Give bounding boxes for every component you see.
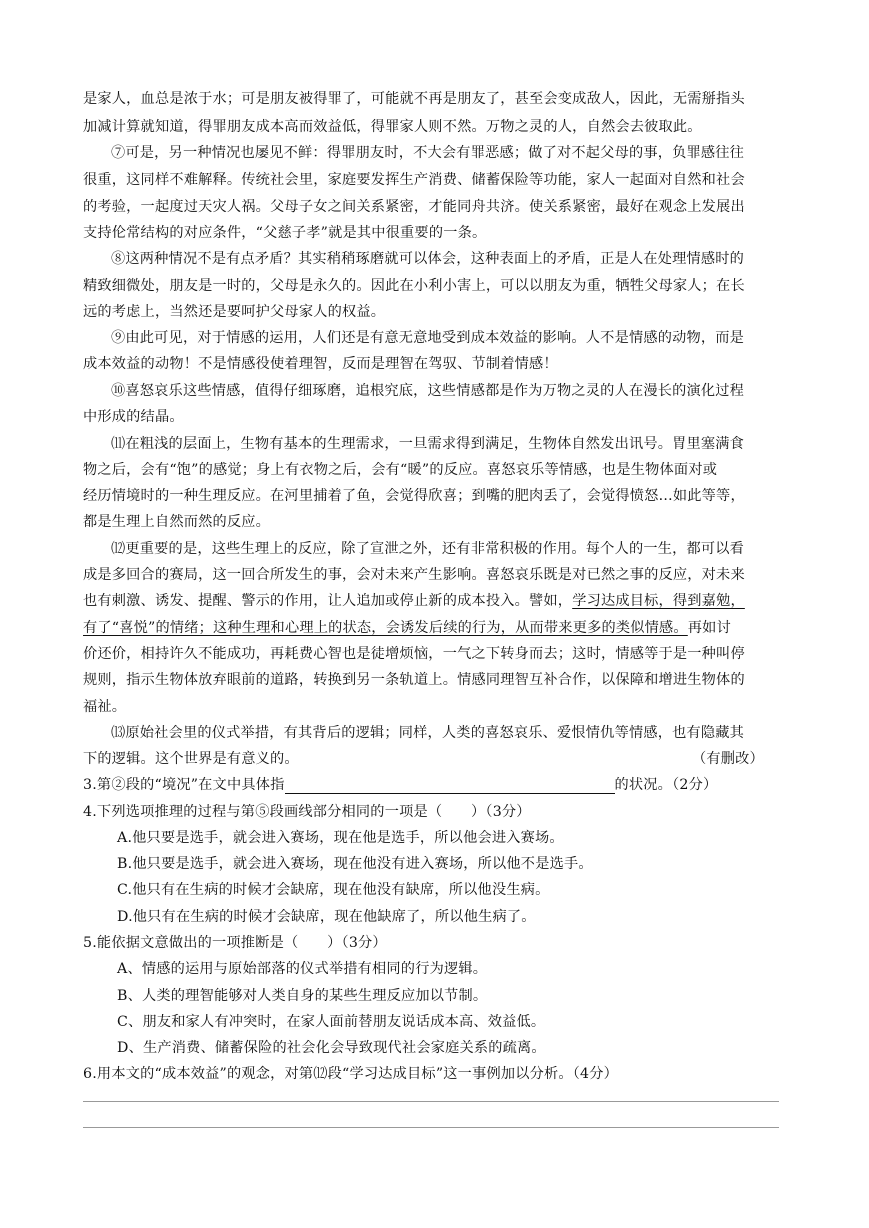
paragraph-12-line: 价还价，相持许久不能成功，再耗费心智也是徒增烦恼，一气之下转身而去；这时，情感等于是一种叫停: [83, 646, 745, 662]
question-4-stem: 4.下列选项推理的过程与第⑤段画线部分相同的一项是（ ）（3分）: [83, 804, 531, 820]
paragraph-10-line: 中形成的结晶。: [83, 409, 184, 425]
paragraph-7-line: 的考验，一起度过天灾人祸。父母子女之间关系紧密，才能同舟共济。使关系紧密，最好在观念上发展出: [83, 199, 745, 215]
text-line: 加减计算就知道，得罪朋友成本高而效益低，得罪家人则不然。万物之灵的人，自然会去彼取此。: [83, 119, 702, 135]
question-3-prefix: 3.第②段的“境况”在文中具体指: [83, 777, 285, 793]
paragraph-11-line: 都是生理上自然而然的反应。: [83, 514, 271, 530]
paragraph-11-line: 物之后，会有“饱”的感觉；身上有衣物之后，会有“暖”的反应。喜怒哀乐等情感，也是生物体面对或: [83, 462, 718, 478]
paragraph-8-line: 远的考虑上，当然还是要呵护父母家人的权益。: [83, 304, 386, 320]
edit-note: （有删改）: [692, 751, 764, 767]
question-6-stem: 6.用本文的“成本效益”的观念，对第⑿段“学习达成目标”这一事例加以分析。（4分）: [83, 1066, 619, 1082]
question-5-option-b[interactable]: B、人类的理智能够对人类自身的某些生理反应加以节制。: [117, 988, 488, 1004]
paragraph-7-line: ⑦可是，另一种情况也屡见不鲜：得罪朋友时，不大会有罪恶感；做了对不起父母的事，负罪感往往: [111, 145, 745, 161]
question-4-option-d[interactable]: D.他只有在生病的时候才会缺席，现在他缺席了，所以他生病了。: [117, 909, 536, 925]
paragraph-8-line: ⑧这两种情况不是有点矛盾？其实稍稍琢磨就可以体会，这种表面上的矛盾，正是人在处理情感时的: [111, 251, 745, 267]
paragraph-9-line: ⑨由此可见，对于情感的运用，人们还是有意无意地受到成本效益的影响。人不是情感的动物，而是: [111, 330, 745, 346]
paragraph-9-line: 成本效益的动物！不是情感役使着理智，反而是理智在驾驭、节制着情感！: [83, 356, 558, 372]
question-5-option-d[interactable]: D、生产消费、储蓄保险的社会化会导致现代社会家庭关系的疏离。: [117, 1040, 546, 1056]
paragraph-10-line: ⑩喜怒哀乐这些情感，值得仔细琢磨，追根究底，这些情感都是作为万物之灵的人在漫长的演化过程: [111, 383, 745, 399]
paragraph-12-line: [83, 590, 745, 610]
question-4-option-c[interactable]: C.他只有在生病的时候才会缺席，现在他没有缺席，所以他没生病。: [117, 882, 550, 898]
text-line: 是家人，血总是浓于水；可是朋友被得罪了，可能就不再是朋友了，甚至会变成敌人，因此，无需掰指头: [83, 91, 745, 107]
underlined-text: 有了“喜悦”的情绪；这种生理和心理上的状态，会诱发后续的行为，从而带来更多的类似情感。: [83, 620, 688, 636]
answer-line[interactable]: [83, 1101, 779, 1102]
paragraph-11-line: ⑾在粗浅的层面上，生物有基本的生理需求，一旦需求得到满足，生物体自然发出讯号。胃里塞满食: [111, 436, 745, 452]
question-4-option-a[interactable]: A.他只要是选手，就会进入赛场，现在他是选手，所以他会进入赛场。: [117, 830, 564, 846]
underlined-text: 学习达成目标，得到嘉勉，: [572, 593, 745, 609]
question-5-option-c[interactable]: C、朋友和家人有冲突时，在家人面前替朋友说话成本高、效益低。: [117, 1014, 546, 1030]
paragraph-12-line: ⑿更重要的是，这些生理上的反应，除了宣泄之外，还有非常积极的作用。每个人的一生，都可以看: [111, 541, 745, 557]
paragraph-7-line: 支持伦常结构的对应条件，“父慈子孝”就是其中很重要的一条。: [83, 225, 487, 241]
paragraph-12-line: 规则，指示生物体放弃眼前的道路，转换到另一条轨道上。情感同理智互补合作，以保障和增进生物体的: [83, 672, 745, 688]
question-3: [83, 774, 717, 794]
paragraph-13-line: 下的逻辑。这个世界是有意义的。: [83, 751, 299, 767]
question-5-stem: 5.能依据文意做出的一项推断是（ ）（3分）: [83, 935, 387, 951]
plain-text: 也有刺激、诱发、提醒、警示的作用，让人追加或停止新的成本投入。譬如，: [83, 593, 573, 609]
paragraph-12-line: [83, 617, 731, 637]
paragraph-12-line: 福祉。: [83, 699, 127, 715]
question-3-answer-blank[interactable]: [285, 779, 615, 794]
paragraph-8-line: 精致细微处，朋友是一时的，父母是永久的。因此在小利小害上，可以以朋友为重，牺牲父母家人；在长: [83, 278, 745, 294]
question-5-option-a[interactable]: A、情感的运用与原始部落的仪式举措有相同的行为逻辑。: [117, 961, 488, 977]
paragraph-7-line: 很重，这同样不难解释。传统社会里，家庭要发挥生产消费、储蓄保险等功能，家人一起面对自然和社会: [83, 172, 745, 188]
question-4-option-b[interactable]: B.他只要是选手，就会进入赛场，现在他没有进入赛场，所以他不是选手。: [117, 856, 593, 872]
question-3-suffix: 的状况。（2分）: [614, 777, 718, 793]
answer-line[interactable]: [83, 1127, 779, 1128]
plain-text: 再如讨: [687, 620, 731, 636]
paragraph-11-line: 经历情境时的一种生理反应。在河里捕着了鱼，会觉得欣喜；到嘴的肥肉丢了，会觉得愤怒…如此等等，: [83, 488, 745, 504]
paragraph-12-line: 成是多回合的赛局，这一回合所发生的事，会对未来产生影响。喜怒哀乐既是对已然之事的反应，对未来: [83, 567, 745, 583]
paragraph-13-line: ⒀原始社会里的仪式举措，有其背后的逻辑；同样，人类的喜怒哀乐、爱恨情仇等情感，也有隐藏其: [111, 725, 745, 741]
